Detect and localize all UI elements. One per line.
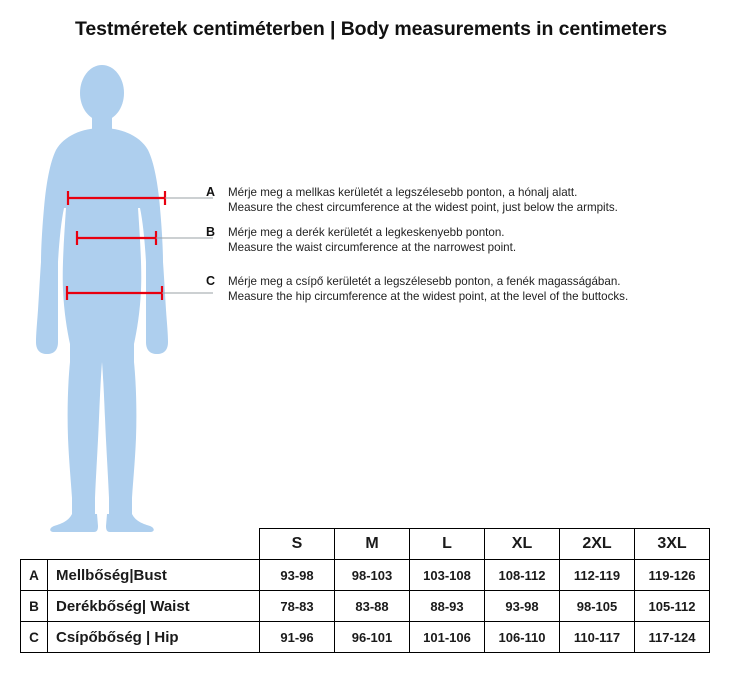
callout-a: [206, 185, 618, 215]
waist-xl: 93-98: [485, 591, 560, 622]
table-row: [21, 560, 710, 591]
callout-b-text-en: Measure the waist circumference at the narrowest point.: [228, 240, 517, 254]
callout-b: [206, 225, 517, 255]
size-header-m: M: [335, 529, 410, 560]
page-title: Testméretek centiméterben | Body measurements in centimeters: [75, 18, 667, 40]
callout-c-text-hu: Mérje meg a csípő kerületét a legszélesebb ponton, a fenék magasságában.: [228, 275, 621, 288]
callout-c-text-en: Measure the hip circumference at the widest point, at the level of the buttocks.: [228, 289, 629, 303]
callout-a-letter: A: [206, 185, 216, 199]
bust-m: 98-103: [335, 560, 410, 591]
callout-c: [206, 274, 629, 304]
table-row: [21, 591, 710, 622]
body-figure: [20, 62, 225, 532]
waist-3xl: 105-112: [635, 591, 710, 622]
table-row: [21, 622, 710, 653]
size-header-l: L: [410, 529, 485, 560]
row-label-hip: Csípőbőség | Hip: [48, 622, 260, 653]
row-letter-c: C: [21, 622, 48, 653]
header-spacer-label: [48, 529, 260, 560]
waist-m: 83-88: [335, 591, 410, 622]
bust-l: 103-108: [410, 560, 485, 591]
hip-3xl: 117-124: [635, 622, 710, 653]
bust-s: 93-98: [260, 560, 335, 591]
bust-2xl: 112-119: [560, 560, 635, 591]
row-letter-b: B: [21, 591, 48, 622]
row-label-bust: Mellbőség|Bust: [48, 560, 260, 591]
waist-l: 88-93: [410, 591, 485, 622]
row-letter-a: A: [21, 560, 48, 591]
hip-xl: 106-110: [485, 622, 560, 653]
hip-2xl: 110-117: [560, 622, 635, 653]
waist-2xl: 98-105: [560, 591, 635, 622]
waist-s: 78-83: [260, 591, 335, 622]
size-header-s: S: [260, 529, 335, 560]
callout-b-letter: B: [206, 225, 216, 239]
size-table: [20, 528, 710, 653]
hip-l: 101-106: [410, 622, 485, 653]
hip-m: 96-101: [335, 622, 410, 653]
bust-xl: 108-112: [485, 560, 560, 591]
size-header-3xl: 3XL: [635, 529, 710, 560]
table-header-row: [21, 529, 710, 560]
size-header-2xl: 2XL: [560, 529, 635, 560]
hip-s: 91-96: [260, 622, 335, 653]
row-label-waist: Derékbőség| Waist: [48, 591, 260, 622]
body-silhouette-icon: [20, 62, 225, 532]
size-header-xl: XL: [485, 529, 560, 560]
callout-b-text-hu: Mérje meg a derék kerületét a legkeskenyebb ponton.: [228, 226, 505, 239]
header-spacer-letter: [21, 529, 48, 560]
callout-a-text-hu: Mérje meg a mellkas kerületét a legszélesebb ponton, a hónalj alatt.: [228, 186, 578, 199]
callout-c-letter: C: [206, 274, 216, 288]
callout-a-text-en: Measure the chest circumference at the widest point, just below the armpits.: [228, 200, 618, 214]
bust-3xl: 119-126: [635, 560, 710, 591]
